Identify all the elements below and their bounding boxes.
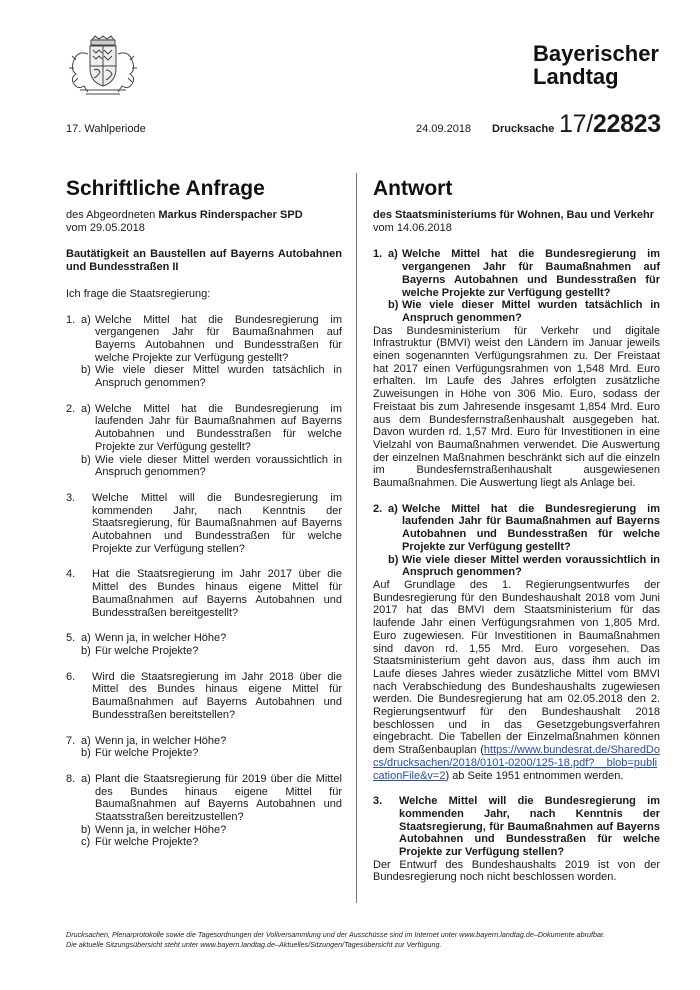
question-3 (66, 492, 342, 556)
question-number: 3. (373, 795, 383, 808)
question-2 (66, 403, 342, 479)
question-7 (66, 735, 342, 760)
answer-2-text-end: ) ab Seite 1951 entnommen werden. (445, 769, 624, 782)
answer-3-question (373, 795, 660, 859)
sub-label: b) (81, 747, 91, 760)
answer-1-question (373, 248, 660, 324)
answer-1-body: Das Bundesministerium für Verkehr und digitale Infrastruktur (BMVI) weist den Ländern im Januar jeweils einen sogenannten Verfügungsrahmen zu. Der Freistaat hat 2017 einen Verfügungsrahmen von 1,548 Mrd. Euro erhalten. Im Laufe des Jahres erfolgten zusätzliche Zuweisungen in Höhe von 306 Mio. Euro, sodass der Freistaat bis zum Jahresende insgesamt 1,854 Mrd. Euro aus dem Bundesfernstraßenhaushalt ausgegeben hat. Davon wurden rd. 1,57 Mrd. Euro für Investitionen in eine Vielzahl von Baumaßnahmen verwendet. Die Auswertung der einzelnen Maßnahmen beschränkt sich auf die einzeln im Bundesfernstraßenhaushalt ausgewiesenen Baumaßnahmen. Die Auswertung liegt als Anlage bei. (373, 324, 660, 490)
answer-2-question (373, 503, 660, 579)
question-text: Welche Mittel hat die Bundesregierung im laufenden Jahr für Baumaßnahmen auf Bayerns Autobahnen und Bundesstraßen für welche Projekte zur Verfügung gestellt? (95, 402, 342, 453)
footer-line-2: Die aktuelle Sitzungsübersicht steht unter www.bayern.landtag.de–Aktuelles/Sitzungen/Tagesübersicht zur Verfügung. (66, 939, 442, 949)
document-date: 24.09.2018 (416, 123, 472, 135)
sub-label: b) (81, 453, 91, 466)
question-text: Wie viele dieser Mittel wurden tatsächlich in Anspruch genommen? (95, 364, 342, 390)
question-text: Wenn ja, in welcher Höhe? (95, 734, 227, 747)
question-number: 1. (66, 313, 76, 326)
answer-column (373, 177, 660, 884)
question-text: Hat die Staatsregierung im Jahr 2017 über die Mittel des Bundes hinaus eigene Mittel für Baumaßnahmen auf Bayerns Autobahnen und Bundesstraßen bereitgestellt? (92, 568, 342, 619)
strassenbauplan-link[interactable]: https://www.bundesrat.de/SharedDocs/drucksachen/2018/0101-0200/125-18.pdf?__blob=publicationFile&v=2 (373, 744, 660, 782)
drucksache-main-number: 22823 (592, 110, 661, 138)
question-6 (66, 671, 342, 722)
column-divider (356, 173, 357, 903)
answer-ministry: des Staatsministeriums für Wohnen, Bau und Verkehr (373, 209, 654, 221)
question-text: Welche Mittel hat die Bundesregierung im vergangenen Jahr für Baumaßnahmen auf Bayerns Autobahnen und Bundesstraßen für welche Projekte zur Verfügung gestellt? (402, 248, 660, 299)
sub-label: c) (81, 836, 91, 849)
inquiry-title: Schriftliche Anfrage (66, 177, 265, 200)
inquiry-subject: Bautätigkeit an Baustellen auf Bayerns Autobahnen und Bundesstraßen II (66, 248, 342, 274)
question-5 (66, 632, 342, 657)
sub-label: b) (81, 823, 91, 836)
sub-label: a) (81, 313, 91, 326)
sub-label: a) (81, 772, 91, 785)
inquiry-author (66, 209, 342, 222)
answer-title: Antwort (373, 177, 453, 200)
footer-line-1: Drucksachen, Plenarprotokolle sowie die Tagesordnungen der Vollversammlung und der Ausschüsse sind im Internet unter www.bayern.landtag.de–Dokumente abrufbar. (66, 930, 606, 939)
sub-label: b) (81, 364, 91, 377)
question-text: Wird die Staatsregierung im Jahr 2018 über die Mittel des Bundes hinaus eigene Mittel für Baumaßnahmen auf Bayerns Autobahnen und Bundesstraßen bereitstellen? (92, 670, 342, 721)
question-text: Welche Mittel will die Bundesregierung im kommenden Jahr, nach Kenntnis der Staatsregierung, für Baumaßnahmen auf Bayerns Autobahnen und Bundesstraßen für welche Projekte zur Verfügung stellen? (399, 795, 660, 859)
question-4 (66, 568, 342, 619)
question-text: Für welche Projekte? (95, 836, 199, 849)
institution-line-2: Landtag (533, 64, 619, 89)
bavarian-state-coat-of-arms-icon (66, 34, 140, 98)
answer-2-text: Auf Grundlage des 1. Regierungsentwurfes der Bundesregierung für den Bundeshaushalt 2018 vom Juni 2017 hat das BMVI dem Staatsministerium für das laufende Jahr einen Verfügungsrahmen von 1,805 Mrd. Euro zugewiesen. Für Investitionen in Baumaßnahmen sind davon rd. 1,55 Mrd. Euro vorgesehen. Das Staatsministerium geht davon aus, dass ihm auch im Laufe dieses Jahres wieder zusätzliche Mittel vom BMVI nach Verabschiedung des Bundeshaushalts zugewiesen werden. Die Bundesregierung hat am 02.05.2018 den 2. Regierungsentwurf für den Bundeshaushalt 2018 beschlossen und in das Gesetzgebungsverfahren eingebracht. Die Tabellen der Einzelmaßnahmen können dem Straßenbauplan ( (373, 578, 660, 757)
drucksache-prefix: 17/ (559, 110, 593, 138)
institution-name (533, 42, 659, 88)
question-number: 2. (373, 502, 383, 515)
question-text: Wenn ja, in welcher Höhe? (95, 823, 227, 836)
question-text: Welche Mittel hat die Bundesregierung im vergangenen Jahr für Baumaßnahmen auf Bayerns Autobahnen und Bundesstraßen für welche Projekte zur Verfügung gestellt? (95, 313, 342, 364)
question-text: Plant die Staatsregierung für 2019 über die Mittel des Bundes hinaus eigene Mittel für Baumaßnahmen auf Bayerns Autobahnen und Staatsstraßen bereitzustellen? (95, 772, 342, 824)
drucksache-label: Drucksache (492, 123, 555, 135)
inquiry-date: vom 29.05.2018 (66, 221, 145, 234)
sub-label: a) (388, 502, 398, 515)
inquiry-column (66, 177, 342, 849)
question-text: Wie viele dieser Mittel werden voraussichtlich in Anspruch genommen? (402, 553, 660, 579)
answer-2-body (373, 579, 660, 782)
question-number: 7. (66, 734, 76, 747)
footer (66, 930, 626, 949)
sub-label: a) (388, 248, 398, 261)
question-text: Welche Mittel hat die Bundesregierung im laufenden Jahr für Baumaßnahmen auf Bayerns Autobahnen und Bundesstraßen für welche Projekte zur Verfügung gestellt? (402, 502, 660, 553)
question-number: 8. (66, 772, 76, 785)
question-text: Welche Mittel will die Bundesregierung im kommenden Jahr, nach Kenntnis der Staatsregierung, für Baumaßnahmen auf Bayerns Autobahnen und Bundesstraßen für welche Projekte zur Verfügung stellen? (92, 491, 342, 555)
question-1 (66, 314, 342, 390)
author-name: Markus Rinderspacher SPD (158, 209, 303, 221)
sub-label: a) (81, 402, 91, 415)
question-text: Wie viele dieser Mittel werden voraussichtlich in Anspruch genommen? (95, 453, 342, 479)
question-number: 1. (373, 248, 383, 261)
sub-label: b) (388, 553, 399, 566)
drucksache-number (559, 110, 661, 139)
question-number: 2. (66, 402, 76, 415)
question-text: Für welche Projekte? (95, 644, 199, 657)
sub-label: b) (81, 644, 91, 657)
question-number: 5. (66, 632, 76, 645)
answer-3-body: Der Entwurf des Bundeshaushalts 2019 ist von der Bundesregierung noch nicht beschlossen worden. (373, 858, 660, 884)
question-number: 4. (66, 568, 76, 581)
author-prefix: des Abgeordneten (66, 209, 159, 221)
answer-date: vom 14.06.2018 (373, 221, 452, 234)
question-text: Wie viele dieser Mittel wurden tatsächlich in Anspruch genommen? (402, 299, 660, 324)
sub-label: b) (388, 299, 399, 312)
sub-label: a) (81, 734, 91, 747)
question-8 (66, 773, 342, 849)
sub-label: a) (81, 632, 91, 645)
question-text: Wenn ja, in welcher Höhe? (95, 632, 227, 645)
inquiry-intro: Ich frage die Staatsregierung: (66, 287, 211, 300)
question-number: 6. (66, 670, 76, 683)
question-number: 3. (66, 491, 76, 504)
period: 17. Wahlperiode (66, 123, 146, 135)
question-text: Für welche Projekte? (95, 747, 199, 760)
institution-line-1: Bayerischer (533, 41, 659, 66)
